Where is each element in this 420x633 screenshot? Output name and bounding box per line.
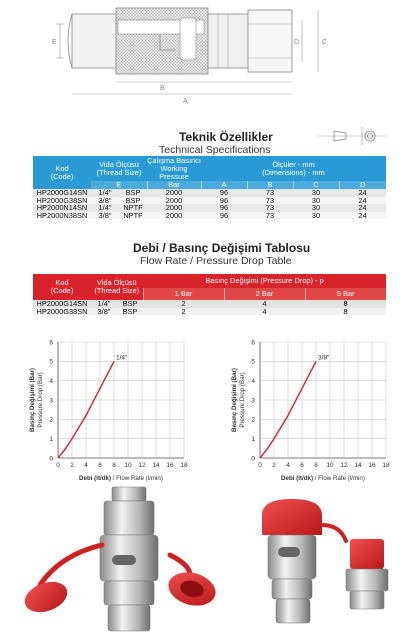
x-axis-label-en: / Flow Rate (l/min): [314, 475, 365, 482]
pressure-sub-unit: Bar: [147, 181, 201, 189]
y-tick-label: 2: [251, 416, 255, 424]
x-tick-label: 8: [314, 462, 318, 469]
cell-b: 73: [247, 189, 293, 197]
cell-code: HP2000G38SN: [33, 197, 91, 205]
col-dimensions-header: [201, 156, 386, 181]
dim-sub-b: B: [247, 181, 293, 189]
x-tick-label: 18: [382, 462, 390, 469]
y-tick-label: 6: [49, 339, 53, 347]
x-tick-label: 10: [124, 462, 132, 469]
cell-code: HP2000G14SN: [33, 189, 91, 197]
cell-code: HP2000N38SN: [33, 212, 91, 220]
cell-c: 30: [293, 197, 339, 205]
flow-sub-1bar: 1 Bar: [143, 288, 224, 300]
pressure-drop-chart-3-8: [222, 332, 402, 492]
cell-size: 3/8": [91, 308, 117, 316]
cell-size: 1/4": [91, 189, 119, 197]
dim-label-c: C: [322, 39, 328, 46]
x-tick-label: 2: [70, 462, 74, 469]
y-tick-label: 0: [251, 455, 255, 463]
code-header-en: (Code): [50, 171, 74, 181]
cell-c: 30: [293, 204, 339, 212]
coupling-technical-drawing: [0, 0, 420, 118]
flow-rate-table: [33, 274, 386, 315]
cell-type: BSP: [117, 300, 143, 308]
flow-code-header-en: (Code): [50, 286, 74, 295]
x-axis-label-bold: Debi (lt/dk): [79, 475, 113, 482]
cell-size: 1/4": [91, 300, 117, 308]
cell-pressure: 2000: [147, 212, 201, 220]
cell-a: 96: [201, 204, 247, 212]
cell-5bar: 8: [305, 308, 386, 316]
cell-1bar: 2: [143, 300, 224, 308]
flow-col-drop-header: Basınç Değişimi (Pressure Drop) - p: [143, 274, 386, 288]
coupling-photo-right: [262, 499, 388, 623]
col-thread-header: [91, 156, 147, 181]
x-tick-label: 18: [180, 462, 188, 469]
cell-d: 24: [339, 212, 386, 220]
y-tick-label: 3: [251, 397, 255, 405]
cell-1bar: 2: [143, 308, 224, 316]
col-code-header: [33, 156, 91, 189]
flow-sub-5bar: 5 Bar: [305, 288, 386, 300]
cell-pressure: 2000: [147, 204, 201, 212]
cell-c: 30: [293, 189, 339, 197]
thread-sub-e: E: [91, 181, 147, 189]
x-tick-label: 8: [112, 462, 116, 469]
tech-subtitle: Technical Specifications: [159, 144, 271, 156]
flow-col-thread-header: [91, 274, 143, 300]
flow-sub-2bar: 2 Bar: [224, 288, 305, 300]
cell-2bar: 4: [224, 308, 305, 316]
cell-pressure: 2000: [147, 197, 201, 205]
cell-b: 73: [247, 197, 293, 205]
tech-title: Teknik Özellikler: [179, 130, 273, 144]
y-tick-label: 0: [49, 455, 53, 463]
flow-thread-header-en: (Thread Size): [94, 286, 140, 295]
x-tick-label: 16: [368, 462, 376, 469]
cell-c: 30: [293, 212, 339, 220]
pressure-header-tr: Çalışma Basıncı: [147, 156, 201, 165]
y-tick-label: 5: [251, 358, 255, 366]
flow-thread-header-tr: Vida Ölçüsü: [96, 278, 137, 287]
cell-code: HP2000G38SN: [33, 308, 91, 316]
cell-pressure: 2000: [147, 189, 201, 197]
dim-label-b: B: [160, 85, 165, 92]
cell-b: 73: [247, 204, 293, 212]
cell-size: 1/4": [91, 204, 119, 212]
thread-header-tr: Vida Ölçüsü: [99, 160, 139, 169]
cell-type: NPTF: [119, 212, 147, 220]
flow-subtitle: Flow Rate / Pressure Drop Table: [140, 255, 292, 267]
table-row: [33, 308, 386, 316]
cell-a: 96: [201, 212, 247, 220]
x-tick-label: 6: [300, 462, 304, 469]
x-axis-label-en: / Flow Rate (l/min): [112, 475, 163, 482]
table-row: [33, 212, 386, 220]
cell-d: 24: [339, 197, 386, 205]
dims-header-tr: Ölçüler - mm: [272, 160, 315, 169]
y-tick-label: 1: [251, 435, 255, 443]
x-tick-label: 16: [166, 462, 174, 469]
cell-type: NPTF: [119, 204, 147, 212]
cell-b: 73: [247, 212, 293, 220]
code-header-tr: Kod: [55, 163, 69, 173]
dim-sub-c: C: [293, 181, 339, 189]
projection-symbol-icon: [318, 127, 386, 145]
x-tick-label: 14: [152, 462, 160, 469]
pressure-drop-chart-1-4: [20, 332, 200, 492]
coupling-photo-left: [21, 487, 220, 631]
x-tick-label: 10: [326, 462, 334, 469]
x-tick-label: 12: [138, 462, 146, 469]
x-tick-label: 0: [258, 462, 262, 469]
cell-a: 96: [201, 189, 247, 197]
y-axis-label-bold: Basınç Değişimi (Bar): [231, 368, 238, 432]
y-tick-label: 2: [49, 416, 53, 424]
x-tick-label: 2: [272, 462, 276, 469]
y-axis-label-bold: Basınç Değişimi (Bar): [29, 368, 36, 432]
flow-code-header-tr: Kod: [55, 278, 69, 287]
cell-5bar: 8: [305, 300, 386, 308]
col-pressure-header: [147, 156, 201, 181]
series-label: 1/4": [116, 354, 128, 362]
cell-2bar: 4: [224, 300, 305, 308]
dim-label-d: D: [294, 39, 300, 46]
cell-type: BSP: [119, 189, 147, 197]
x-axis-label: [79, 475, 163, 482]
cell-d: 24: [339, 189, 386, 197]
x-axis-label-bold: Debi (lt/dk): [281, 475, 315, 482]
series-label: 3/8": [318, 354, 330, 362]
dim-label-a: A: [183, 98, 188, 105]
pressure-header-en: Working Pressure: [159, 164, 189, 181]
product-photos: [0, 485, 420, 633]
flow-col-code-header: [33, 274, 91, 300]
x-tick-label: 4: [286, 462, 290, 469]
x-tick-label: 12: [340, 462, 348, 469]
cell-size: 3/8": [91, 212, 119, 220]
y-tick-label: 3: [49, 397, 53, 405]
y-tick-label: 6: [251, 339, 255, 347]
cell-type: BSP: [117, 308, 143, 316]
y-tick-label: 5: [49, 358, 53, 366]
dim-label-e: E: [52, 39, 57, 46]
cell-size: 3/8": [91, 197, 119, 205]
x-tick-label: 14: [354, 462, 362, 469]
x-tick-label: 0: [56, 462, 60, 469]
cell-d: 24: [339, 204, 386, 212]
flow-title: Debi / Basınç Değişimi Tablosu: [133, 241, 311, 255]
dim-sub-d: D: [339, 181, 386, 189]
cell-code: HP2000G14SN: [33, 300, 91, 308]
y-axis-label-en: Pressure Drop (Bar): [239, 372, 246, 428]
tech-specs-table: [33, 156, 386, 219]
cell-code: HP2000N14SN: [33, 204, 91, 212]
y-tick-label: 1: [49, 435, 53, 443]
thread-header-en: (Thread Size): [96, 168, 142, 177]
dim-sub-a: A: [201, 181, 247, 189]
x-axis-label: [281, 475, 365, 482]
x-tick-label: 4: [84, 462, 88, 469]
y-tick-label: 4: [49, 377, 53, 385]
cell-a: 96: [201, 197, 247, 205]
cell-type: BSP: [119, 197, 147, 205]
x-tick-label: 6: [98, 462, 102, 469]
dims-header-en: (Dimensions) - mm: [262, 168, 325, 177]
y-tick-label: 4: [251, 377, 255, 385]
y-axis-label-en: Pressure Drop (Bar): [37, 372, 44, 428]
